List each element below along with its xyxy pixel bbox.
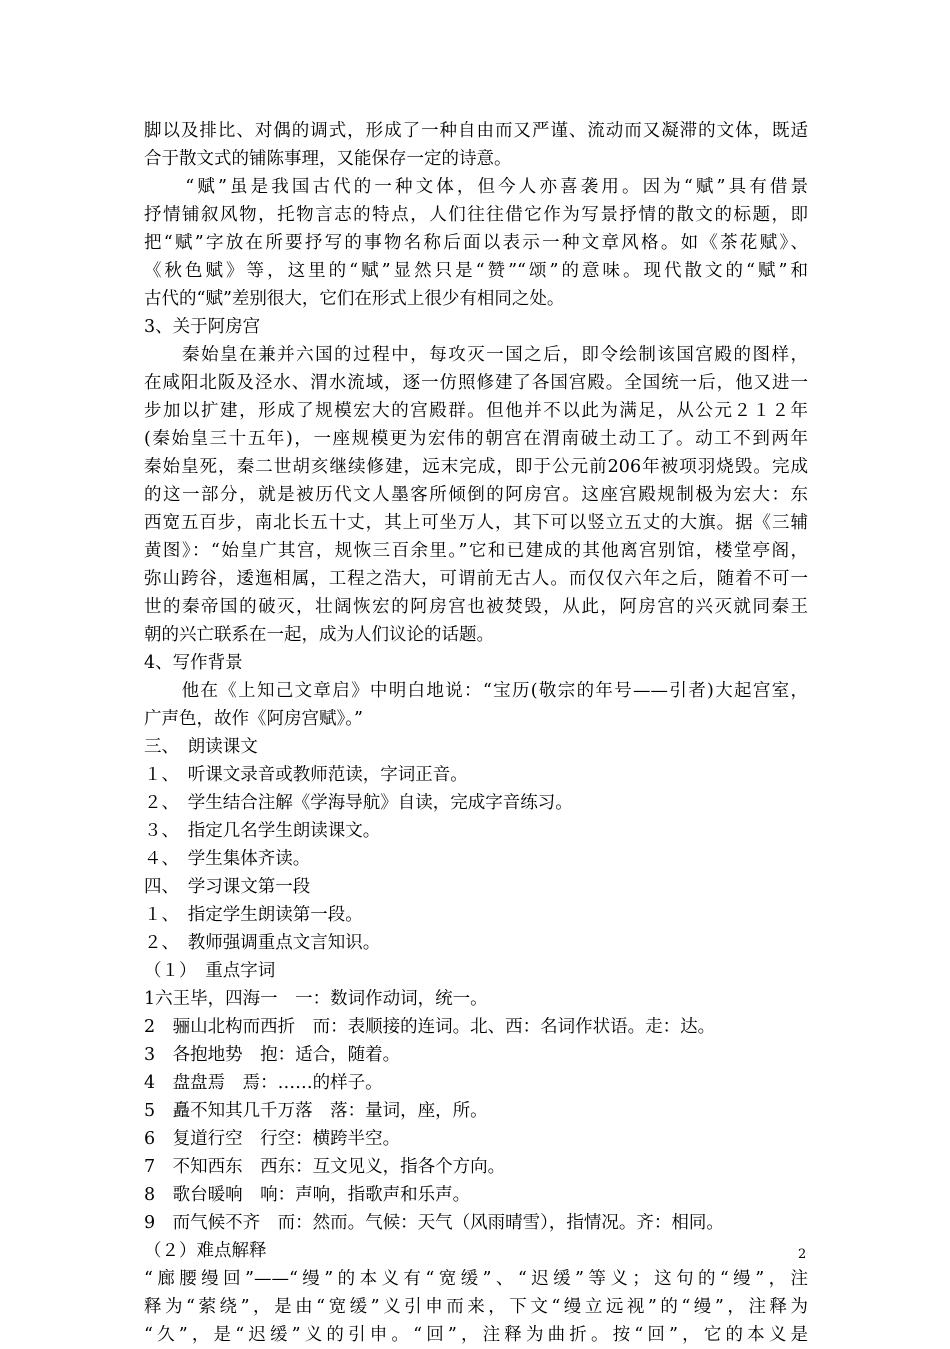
text-line: 的这一部分，就是被历代文人墨客所倾倒的阿房宫。这座宫殿规制极为宏大：东	[144, 485, 808, 505]
text-line: 释为“萦绕”，是由“宽缓”义引申而来，下文“缦立远视”的“缦”，注释为	[144, 1297, 808, 1317]
text-line: 广声色，故作《阿房宫赋》。”	[144, 709, 363, 729]
text-line: 把“赋”字放在所要抒写的事物名称后面以表示一种文章风格。如《茶花赋》、	[144, 233, 808, 253]
text-line: “久”，是“迟缓”义的引申。“回”，注释为曲折。按“回”，它的本义是	[144, 1325, 808, 1345]
text-line: 1六王毕，四海一 一：数词作动词，统一。	[144, 989, 488, 1009]
text-line: 步加以扩建，形成了规模宏大的宫殿群。但他并不以此为满足，从公元２１２年	[144, 401, 808, 421]
text-line: 弥山跨谷，逶迤相属，工程之浩大，可谓前无古人。而仅仅六年之后，随着不可一	[144, 569, 808, 589]
text-line: ４、 学生集体齐读。	[144, 849, 311, 869]
text-line: “廊腰缦回”——“缦”的本义有“宽缓”、“迟缓”等义；这句的“缦”，注	[144, 1269, 808, 1289]
text-line: 三、 朗读课文	[144, 737, 258, 757]
text-line: ２、 教师强调重点文言知识。	[144, 933, 381, 953]
text-line: 7 不知西东 西东：互文见义，指各个方向。	[144, 1157, 506, 1177]
text-line: １、 听课文录音或教师范读，字词正音。	[144, 765, 468, 785]
text-line: １、 指定学生朗读第一段。	[144, 905, 363, 925]
text-line: 黄图》：“始皇广其宫，规恢三百余里。”它和已建成的其他离宫别馆，楼堂亭阁，	[144, 541, 808, 561]
text-line: 脚以及排比、对偶的调式，形成了一种自由而又严谨、流动而又凝滞的文体，既适	[144, 121, 808, 141]
text-line: 8 歌台暖响 响：声响，指歌声和乐声。	[144, 1185, 471, 1205]
text-line: 2 骊山北构而西折 而：表顺接的连词。北、西：名词作状语。走：达。	[144, 1017, 716, 1037]
text-line: ３、 指定几名学生朗读课文。	[144, 821, 381, 841]
text-line: （２）难点解释	[144, 1241, 267, 1261]
text-line: 朝的兴亡联系在一起，成为人们议论的话题。	[144, 625, 494, 645]
text-line: 西宽五百步，南北长五十丈，其上可坐万人，其下可以竖立五丈的大旗。据《三辅	[144, 513, 808, 533]
text-line: 抒情铺叙风物，托物言志的特点，人们往往借它作为写景抒情的散文的标题，即	[144, 205, 808, 225]
text-line: 3 各抱地势 抱：适合，随着。	[144, 1045, 401, 1065]
text-line: 9 而气候不齐 而：然而。气候：天气（风雨晴雪），指情况。齐：相同。	[144, 1213, 724, 1233]
text-line: 6 复道行空 行空：横跨半空。	[144, 1129, 401, 1149]
document-body	[144, 117, 808, 1349]
text-line: 世的秦帝国的破灭，壮阔恢宏的阿房宫也被焚毁，从此，阿房宫的兴灭就同秦王	[144, 597, 808, 617]
text-line: 在咸阳北阪及泾水、渭水流域，逐一仿照修建了各国宫殿。全国统一后，他又进一	[144, 373, 808, 393]
text-line: 4 盘盘焉 焉：……的样子。	[144, 1073, 383, 1093]
text-line: “赋”虽是我国古代的一种文体，但今人亦喜袭用。因为“赋”具有借景	[144, 177, 808, 197]
text-line: 秦始皇死，秦二世胡亥继续修建，远末完成，即于公元前206年被项羽烧毁。完成	[144, 457, 808, 477]
text-line: （１） 重点字词	[144, 961, 276, 981]
text-line: 3、关于阿房宫	[144, 317, 261, 337]
text-line: (秦始皇三十五年)，一座规模更为宏伟的朝宫在渭南破土动工了。动工不到两年	[144, 429, 808, 449]
page-number: 2	[798, 1247, 807, 1262]
text-line: 秦始皇在兼并六国的过程中，每攻灭一国之后，即令绘制该国宫殿的图样，	[144, 345, 808, 365]
text-line: 合于散文式的铺陈事理，又能保存一定的诗意。	[144, 149, 512, 169]
text-line: ２、 学生结合注解《学海导航》自读，完成字音练习。	[144, 793, 573, 813]
text-line: 5 矗不知其几千万落 落：量词，座，所。	[144, 1101, 488, 1121]
text-line: 四、 学习课文第一段	[144, 877, 311, 897]
text-line: 他在《上知己文章启》中明白地说：“宝历(敬宗的年号——引者)大起宫室，	[144, 681, 808, 701]
text-line: 4、写作背景	[144, 653, 243, 673]
text-line: 《秋色赋》等，这里的“赋”显然只是“赞”“颂”的意味。现代散文的“赋”和	[144, 261, 808, 281]
text-line: 古代的“赋”差别很大，它们在形式上很少有相同之处。	[144, 289, 565, 309]
